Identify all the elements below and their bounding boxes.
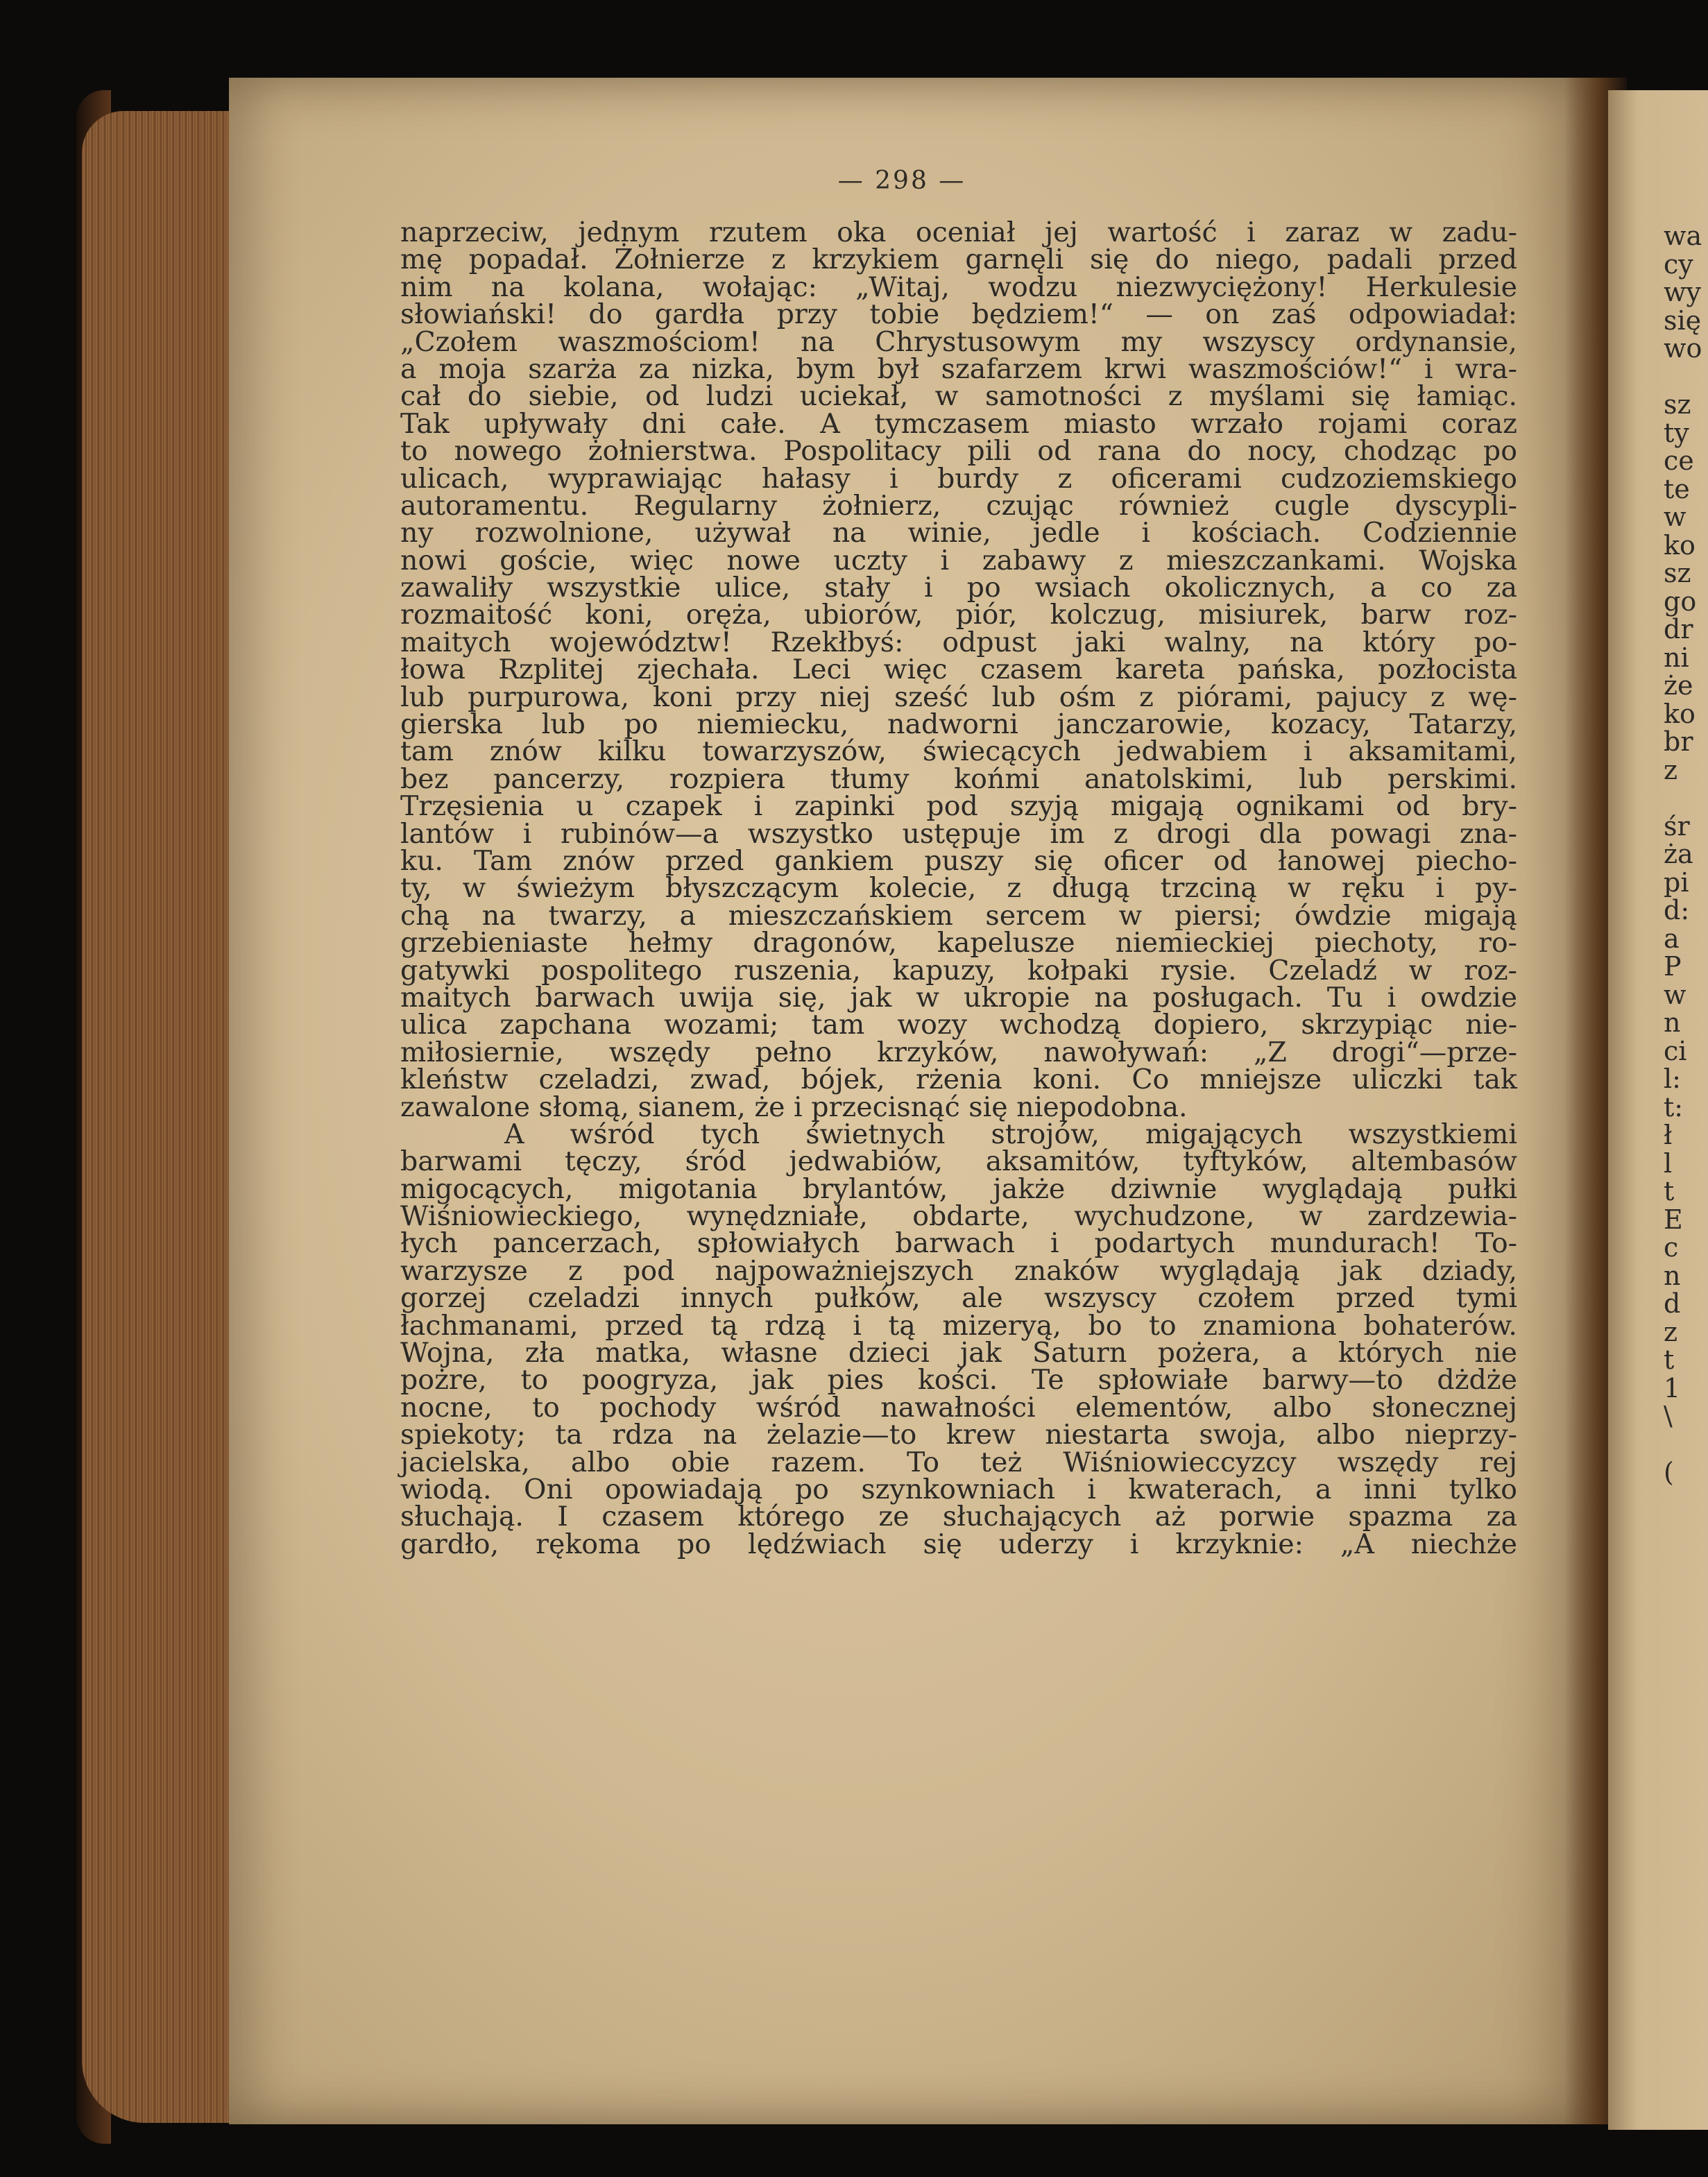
- text-line: słuchają. I czasem którego ze słuchających aż porwie spazma za: [400, 1501, 1517, 1533]
- facing-page-fragment: ł: [1664, 1120, 1673, 1150]
- facing-page-fragment: ko: [1664, 529, 1696, 561]
- text-line: łych pancerzach, spłowiałych barwach i podartych mundurach! To-: [400, 1227, 1517, 1260]
- facing-page-fragment: d:: [1664, 895, 1690, 925]
- text-line: ty, w świeżym błyszczącym kolecie, z długą trzciną w ręku i py-: [400, 872, 1517, 905]
- text-line: zawaliły wszystkie ulice, stały i po wsiach okolicznych, a co za: [400, 572, 1517, 604]
- text-line: to nowego żołnierstwa. Pospolitacy pili od rana do nocy, chodząc po: [400, 435, 1517, 468]
- text-line: lub purpurowa, koni przy niej sześć lub ośm z piórami, pajucy z wę-: [400, 681, 1517, 713]
- facing-page-fragment: n: [1664, 1007, 1681, 1038]
- text-line: Wojna, zła matka, własne dzieci jak Saturn pożera, a których nie: [400, 1337, 1517, 1369]
- facing-page-fragment: ża: [1664, 839, 1693, 869]
- text-line: jacielska, albo obie razem. To też Wiśniowieccyzcy wszędy rej: [400, 1446, 1517, 1478]
- facing-page-fragment: ni: [1664, 642, 1689, 673]
- text-line: Tak upływały dni całe. A tymczasem miasto wrzało rojami coraz: [400, 407, 1517, 440]
- text-line: nim na kolana, wołając: „Witaj, wodzu niezwyciężony! Herkulesie: [400, 271, 1517, 303]
- facing-page-fragment: z: [1664, 1316, 1678, 1347]
- facing-page-fragment: (: [1664, 1457, 1674, 1487]
- text-line: naprzeciw, jednym rzutem oka oceniał jej wartość i zaraz w zadu-: [400, 216, 1517, 248]
- text-line: gatywki pospolitego ruszenia, kapuzy, kołpaki rysie. Czeladź w roz-: [400, 954, 1517, 987]
- facing-page-fragment: t: [1664, 1344, 1675, 1375]
- facing-page-fragment: \: [1664, 1401, 1673, 1431]
- fragment-gap: [1664, 363, 1708, 391]
- text-line: łachmanami, przed tą rdzą i tą mizeryą, bo to znamiona bohaterów.: [400, 1309, 1517, 1342]
- facing-page-fragment: go: [1664, 586, 1697, 617]
- page-text: [400, 216, 1517, 1560]
- facing-page-fragment: sz: [1664, 558, 1691, 588]
- text-line: gardło, rękoma po lędźwiach się uderzy i krzyknie: „A niechże: [400, 1528, 1517, 1560]
- facing-page-fragment: z: [1664, 754, 1678, 785]
- facing-page-fragment: wo: [1664, 333, 1702, 364]
- text-line: migocących, migotania brylantów, jakże dziwnie wyglądają pułki: [400, 1172, 1517, 1205]
- facing-page-fragment: a: [1664, 923, 1680, 954]
- text-line: maitych województw! Rzekłbyś: odpust jaki walny, na który po-: [400, 626, 1517, 658]
- facing-page-fragment: w: [1664, 502, 1686, 532]
- text-line: pożre, to poogryza, jak pies kości. Te spłowiałe barwy—to dżdże: [400, 1364, 1517, 1397]
- text-line: Wiśniowieckiego, wynędzniałe, obdarte, wychudzone, w zardzewia-: [400, 1200, 1517, 1233]
- facing-page-fragment: P: [1664, 951, 1682, 982]
- facing-page-fragment: E: [1664, 1204, 1683, 1235]
- facing-page-fragment: c: [1664, 1232, 1679, 1263]
- text-line: a moja szarża za nizka, bym był szafarzem krwi waszmościów!“ i wra-: [400, 352, 1517, 385]
- text-line: „Czołem waszmościom! na Chrystusowym my wszyscy ordynansie,: [400, 325, 1517, 358]
- text-line: miłosiernie, wszędy pełno krzyków, nawoływań: „Z drogi“—prze-: [400, 1036, 1517, 1068]
- facing-page-fragment: śr: [1664, 810, 1690, 842]
- facing-page-fragment: cy: [1664, 248, 1693, 280]
- text-line: nowi goście, więc nowe uczty i zabawy z mieszczankami. Wojska: [400, 544, 1517, 577]
- text-line: ulica zapchana wozami; tam wozy wchodzą dopiero, skrzypiąc nie-: [400, 1009, 1517, 1041]
- facing-page-fragment: t: [1664, 1176, 1675, 1206]
- text-line: spiekoty; ta rdza na żelazie—to krew niestarta swoja, albo nieprzy-: [400, 1419, 1517, 1451]
- text-line: łowa Rzplitej zjechała. Leci więc czasem kareta pańska, pozłocista: [400, 654, 1517, 686]
- facing-page-fragment: wa: [1664, 222, 1702, 251]
- facing-page-fragment: wy: [1664, 277, 1701, 307]
- text-line: gierska lub po niemiecku, nadworni janczarowie, kozacy, Tatarzy,: [400, 708, 1517, 741]
- text-line: lantów i rubinów—a wszystko ustępuje im z drogi dla powagi zna-: [400, 817, 1517, 850]
- text-line: zawalone słomą, sianem, że i przecisnąć się niepodobna.: [400, 1091, 1188, 1123]
- text-line: maitych barwach uwija się, jak w ukropie na posługach. Tu i owdzie: [400, 981, 1517, 1014]
- text-line: słowiański! do gardła przy tobie będziem!“ — on zaś odpowiadał:: [400, 298, 1517, 331]
- facing-page-fragment: ce: [1664, 445, 1694, 476]
- text-line: rozmaitość koni, oręża, ubiorów, piór, kolczug, misiurek, barw roz-: [400, 599, 1517, 631]
- text-line: Trzęsienia u czapek i zapinki pod szyją migają ognikami od bry-: [400, 790, 1517, 823]
- facing-page-fragment: w: [1664, 979, 1686, 1010]
- facing-page-fragment: l: [1664, 1147, 1673, 1179]
- text-line: warzysze z pod najpoważniejszych znaków wyglądają jak dziady,: [400, 1254, 1517, 1287]
- facing-page-fragment: l:: [1664, 1064, 1681, 1094]
- fragment-gap: [1664, 784, 1708, 812]
- text-line: ulicach, wyprawiając hałasy i burdy z oficerami cudzoziemskiego: [400, 462, 1517, 495]
- text-line: grzebieniaste hełmy dragonów, kapelusze niemieckiej piechoty, ro-: [400, 927, 1517, 959]
- text-line: wiodą. Oni opowiadają po szynkowniach i kwaterach, a inni tylko: [400, 1473, 1517, 1505]
- facing-page-fragment: te: [1664, 473, 1690, 504]
- facing-page-fragment: że: [1664, 670, 1693, 701]
- text-line: autoramentu. Regularny żołnierz, czując również cugle dyscypli-: [400, 489, 1517, 522]
- facing-page-fragment: pi: [1664, 866, 1689, 898]
- text-line: barwami tęczy, śród jedwabiów, aksamitów, tyftyków, altembasów: [400, 1145, 1517, 1178]
- page-number: — 298 —: [837, 167, 966, 195]
- text-line: cał do siebie, od ludzi uciekał, w samotności z myślami się łamiąc.: [400, 380, 1517, 413]
- page-edges: [82, 111, 241, 2123]
- text-line: gorzej czeladzi innych pułków, ale wszyscy czołem przed tymi: [400, 1282, 1517, 1315]
- text-line: nocne, to pochody wśród nawałności elementów, albo słonecznej: [400, 1391, 1517, 1424]
- text-line: A wśród tych świetnych strojów, migających wszystkiemi: [504, 1118, 1517, 1150]
- facing-page-text-fragments: [1664, 222, 1708, 1487]
- facing-page-fragment: się: [1664, 305, 1702, 336]
- text-line: mę popadał. Żołnierze z krzykiem garnęli się do niego, padali przed: [400, 244, 1517, 276]
- text-line: tam znów kilku towarzyszów, świecących jedwabiem i aksamitami,: [400, 735, 1517, 768]
- facing-page-fragment: dr: [1664, 614, 1693, 644]
- facing-page-fragment: ko: [1664, 698, 1696, 729]
- facing-page-fragment: n: [1664, 1260, 1681, 1291]
- facing-page-fragment: ty: [1664, 417, 1689, 448]
- fragment-gap: [1664, 1431, 1708, 1459]
- facing-page-fragment: t:: [1664, 1091, 1684, 1122]
- text-line: ku. Tam znów przed gankiem puszy się oficer od łanowej piecho-: [400, 844, 1517, 877]
- facing-page-fragment: d: [1664, 1288, 1681, 1319]
- facing-page-fragment: ci: [1664, 1035, 1687, 1066]
- text-line: kleństw czeladzi, zwad, bójek, rżenia koni. Co mniejsze uliczki tak: [400, 1064, 1517, 1096]
- facing-page-fragment: br: [1664, 726, 1693, 757]
- text-line: bez pancerzy, rozpiera tłumy końmi anatolskimi, lub perskimi.: [400, 762, 1517, 795]
- text-line: chą na twarzy, a mieszczańskiem sercem w piersi; ówdzie migają: [400, 899, 1517, 932]
- facing-page-fragment: sz: [1664, 389, 1691, 420]
- text-line: ny rozwolnione, używał na winie, jedle i kościach. Codziennie: [400, 517, 1517, 549]
- facing-page-fragment: 1: [1664, 1372, 1681, 1403]
